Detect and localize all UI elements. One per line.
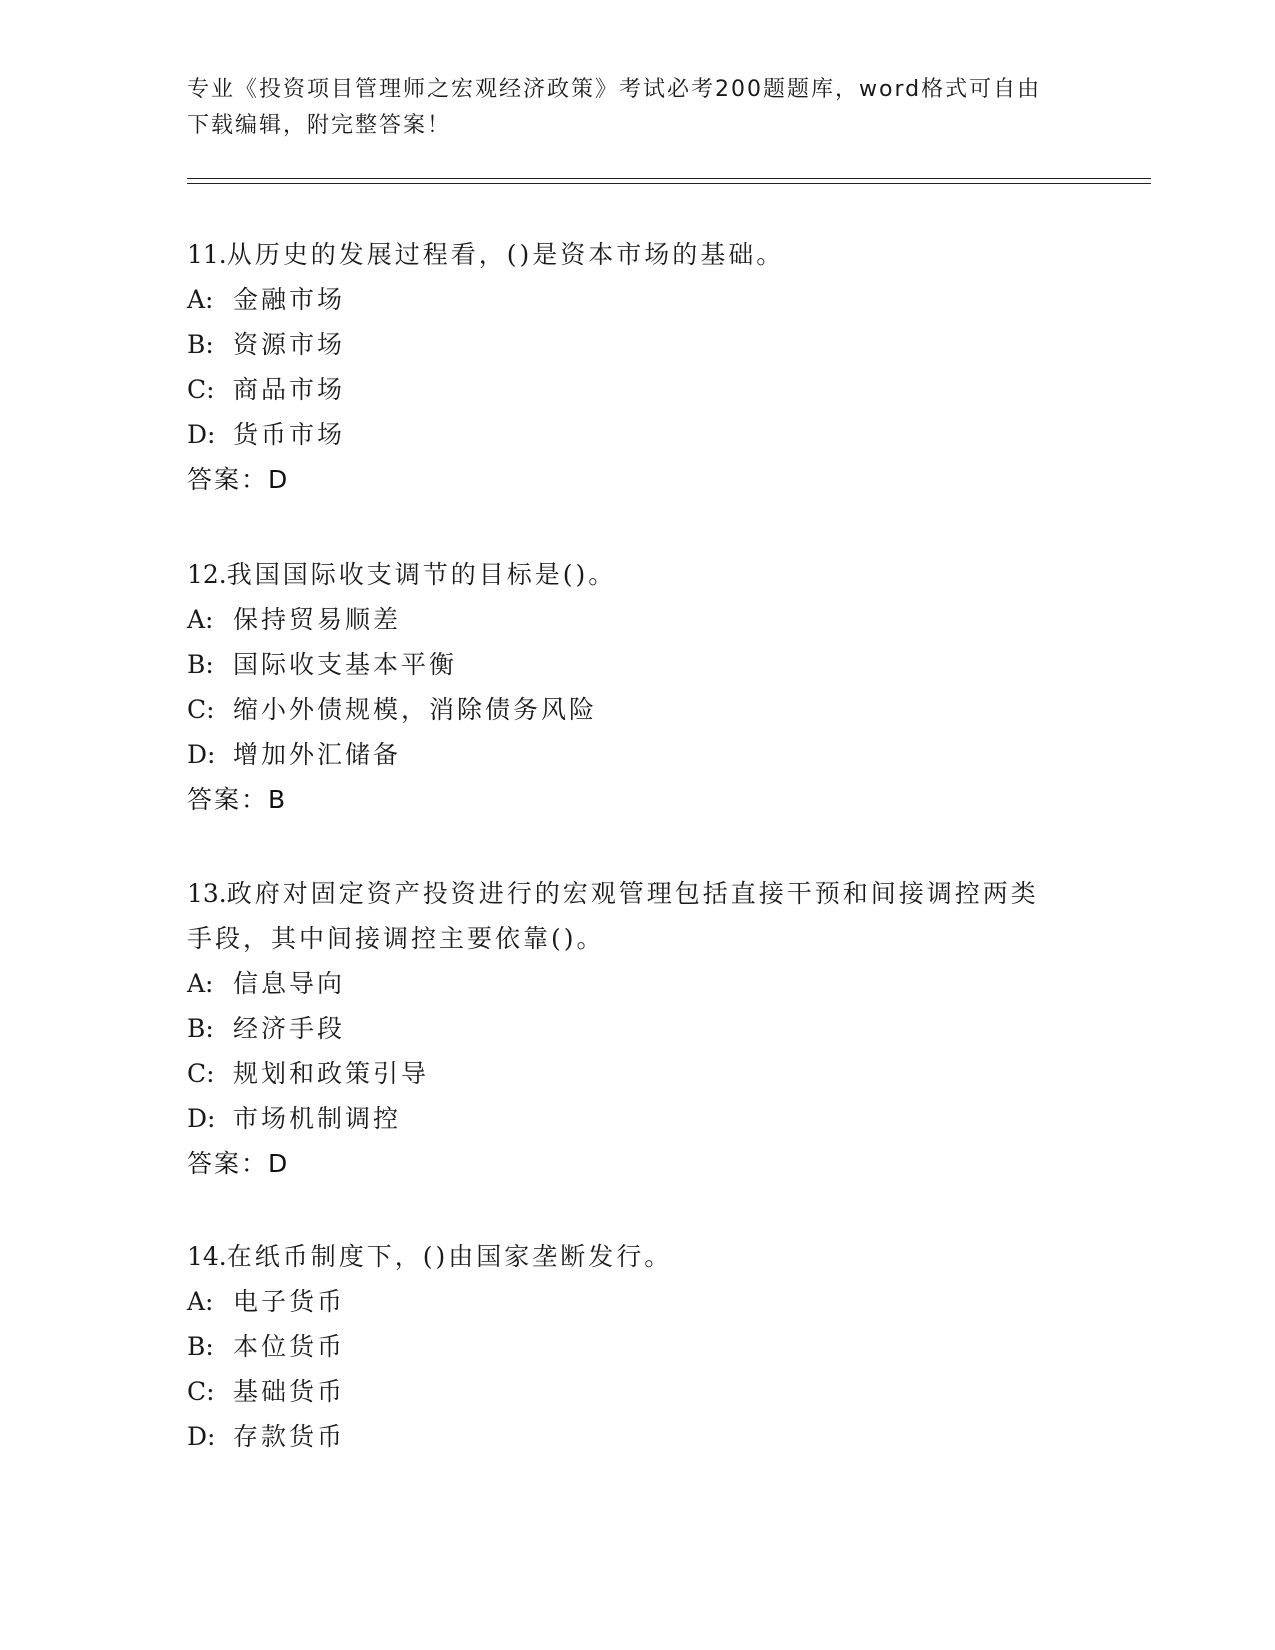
question-number: 14. — [187, 1242, 227, 1271]
option-a — [187, 277, 1117, 322]
option-c — [187, 687, 1117, 732]
option-c — [187, 1051, 1117, 1096]
option-letter: A: — [187, 605, 214, 634]
option-text: 货币市场 — [233, 420, 346, 449]
question-stem — [187, 232, 1117, 277]
option-text: 存款货币 — [233, 1422, 346, 1451]
option-text: 市场机制调控 — [233, 1104, 402, 1133]
option-letter: B: — [187, 1014, 214, 1043]
question-stem — [187, 552, 1117, 597]
header-divider-top — [187, 178, 1151, 179]
answer-line: 答案：D — [187, 1149, 290, 1178]
option-text: 经济手段 — [233, 1014, 346, 1043]
option-letter: A: — [187, 1287, 214, 1316]
option-text: 本位货币 — [233, 1332, 346, 1361]
question-12 — [187, 552, 1117, 822]
question-text: 从历史的发展过程看，()是资本市场的基础。 — [226, 240, 785, 269]
question-stem-continued: 手段，其中间接调控主要依靠()。 — [187, 924, 605, 953]
option-letter: C: — [187, 1059, 215, 1088]
question-text: 我国国际收支调节的目标是()。 — [226, 560, 617, 589]
option-d — [187, 412, 1117, 457]
option-text: 基础货币 — [233, 1377, 346, 1406]
option-letter: D: — [187, 1104, 216, 1133]
option-text: 电子货币 — [233, 1287, 346, 1316]
option-letter: C: — [187, 695, 215, 724]
header-line-2: 下载编辑，附完整答案！ — [187, 113, 452, 138]
question-text: 政府对固定资产投资进行的宏观管理包括直接干预和间接调控两类 — [226, 879, 1039, 908]
question-number: 13. — [187, 879, 227, 908]
option-d — [187, 1414, 1117, 1459]
option-text: 保持贸易顺差 — [233, 605, 402, 634]
option-text: 国际收支基本平衡 — [233, 650, 458, 679]
option-letter: B: — [187, 650, 214, 679]
header-line-1: 专业《投资项目管理师之宏观经济政策》考试必考200题题库，word格式可自由 — [187, 77, 1042, 102]
option-c — [187, 1369, 1117, 1414]
option-letter: D: — [187, 420, 216, 449]
option-letter: B: — [187, 330, 214, 359]
option-text: 金融市场 — [233, 285, 346, 314]
option-b — [187, 642, 1117, 687]
option-b — [187, 322, 1117, 367]
option-text: 资源市场 — [233, 330, 346, 359]
option-a — [187, 1279, 1117, 1324]
option-d — [187, 1096, 1117, 1141]
option-text: 商品市场 — [233, 375, 346, 404]
option-text: 规划和政策引导 — [233, 1059, 430, 1088]
document-header — [187, 72, 1087, 144]
option-b — [187, 1006, 1117, 1051]
question-stem — [187, 1234, 1117, 1279]
answer-line: 答案：B — [187, 785, 288, 814]
question-stem — [187, 871, 1117, 916]
question-text: 在纸币制度下，()由国家垄断发行。 — [226, 1242, 673, 1271]
question-14 — [187, 1234, 1117, 1459]
question-number: 12. — [187, 560, 227, 589]
question-number: 11. — [187, 240, 227, 269]
question-11 — [187, 232, 1117, 502]
option-letter: D: — [187, 1422, 216, 1451]
option-d — [187, 732, 1117, 777]
option-b — [187, 1324, 1117, 1369]
option-text: 信息导向 — [233, 969, 346, 998]
option-letter: B: — [187, 1332, 214, 1361]
option-letter: C: — [187, 1377, 215, 1406]
option-text: 缩小外债规模，消除债务风险 — [233, 695, 598, 724]
answer-line: 答案：D — [187, 465, 290, 494]
header-divider-bottom — [187, 183, 1151, 184]
option-letter: A: — [187, 969, 214, 998]
option-letter: C: — [187, 375, 215, 404]
question-13 — [187, 871, 1117, 1186]
option-text: 增加外汇储备 — [233, 740, 402, 769]
option-c — [187, 367, 1117, 412]
option-letter: D: — [187, 740, 216, 769]
option-a — [187, 961, 1117, 1006]
option-letter: A: — [187, 285, 214, 314]
option-a — [187, 597, 1117, 642]
